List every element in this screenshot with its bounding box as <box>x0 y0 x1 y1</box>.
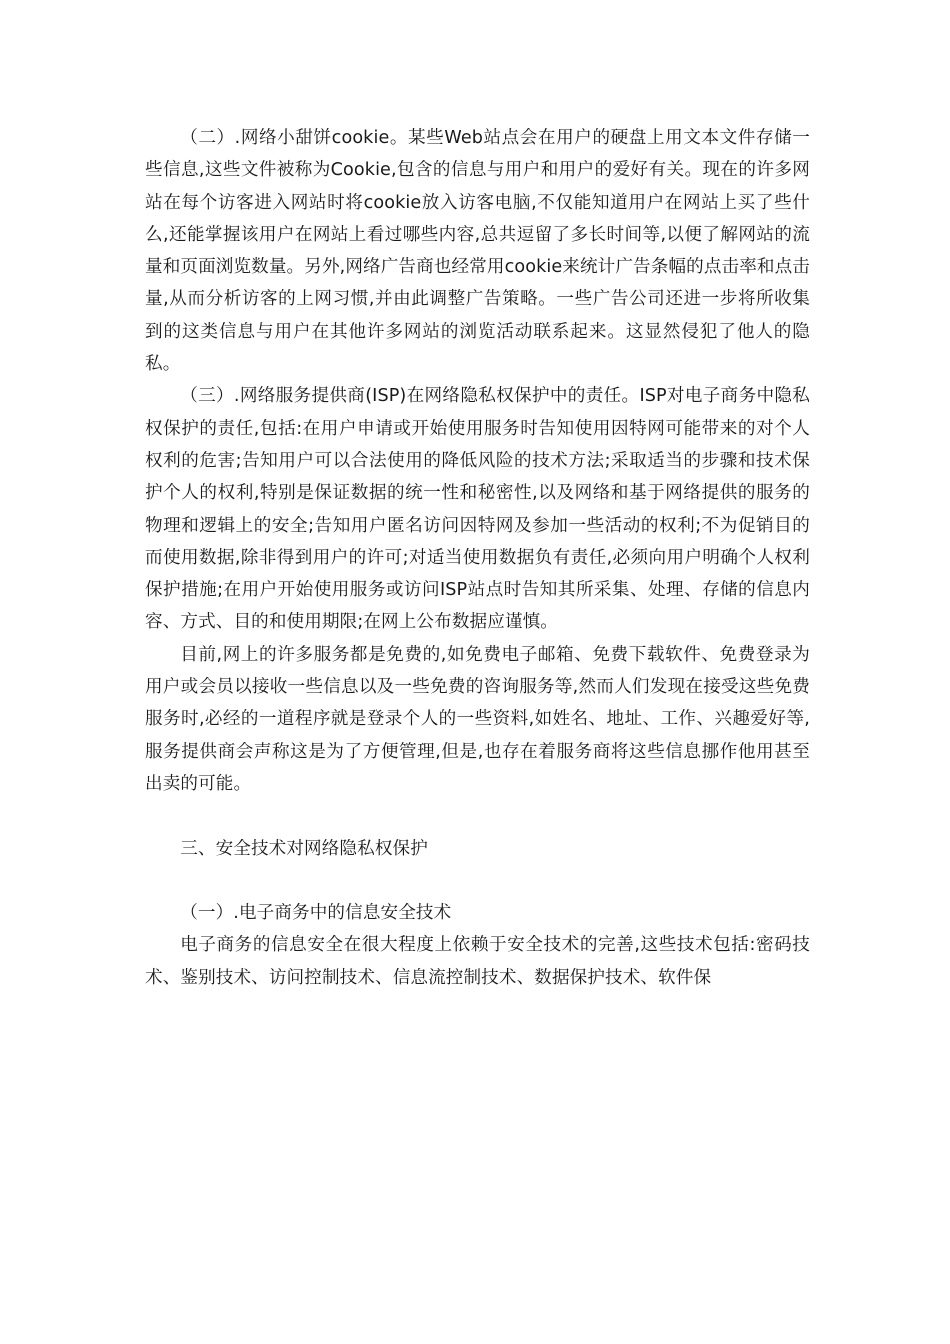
paragraph-free-services: 目前,网上的许多服务都是免费的,如免费电子邮箱、免费下载软件、免费登录为用户或会员以接收一些信息以及一些免费的咨询服务等,然而人们发现在接受这些免费服务时,必经的一道程序就是登录个人的一些资料,如姓名、地址、工作、兴趣爱好等,服务提供商会声称这是为了方便管理,但是,也存在着服务商将这些信息挪作他用甚至出卖的可能。 <box>145 644 810 794</box>
section-heading: 三、安全技术对网络隐私权保护 <box>180 838 428 859</box>
paragraph-cookie: （二）.网络小甜饼cookie。某些Web站点会在用户的硬盘上用文本文件存储一些信息,这些文件被称为Cookie,包含的信息与用户和用户的爱好有关。现在的许多网站在每个访客进入网站时将cookie放入访客电脑,不仅能知道用户在网站上买了些什么,还能掌握该用户在网站上看过哪些内容,总共逗留了多长时间等,以便了解网站的流量和页面浏览数量。另外,网络广告商也经常用cookie来统计广告条幅的点击率和点击量,从而分析访客的上网习惯,并由此调整广告策略。一些广告公司还进一步将所收集到的这类信息与用户在其他许多网站的浏览活动联系起来。这显然侵犯了他人的隐私。 <box>145 128 810 375</box>
document-body <box>145 122 810 994</box>
blank-line <box>145 800 810 832</box>
paragraph-security-tech: 电子商务的信息安全在很大程度上依赖于安全技术的完善,这些技术包括:密码技术、鉴别技术、访问控制技术、信息流控制技术、数据保护技术、软件保 <box>145 935 810 988</box>
paragraph-isp-responsibility: （三）.网络服务提供商(ISP)在网络隐私权保护中的责任。ISP对电子商务中隐私权保护的责任,包括:在用户申请或开始使用服务时告知使用因特网可能带来的对个人权利的危害;告知用户可以合法使用的降低风险的技术方法;采取适当的步骤和技术保护个人的权利,特别是保证数据的统一性和秘密性,以及网络和基于网络提供的服务的物理和逻辑上的安全;告知用户匿名访问因特网及参加一些活动的权利;不为促销目的而使用数据,除非得到用户的许可;对适当使用数据负有责任,必须向用户明确个人权利保护措施;在用户开始使用服务或访问ISP站点时告知其所采集、处理、存储的信息内容、方式、目的和使用期限;在网上公布数据应谨慎。 <box>145 386 810 633</box>
subsection-heading: （一）.电子商务中的信息安全技术 <box>180 903 452 924</box>
blank-line <box>145 865 810 897</box>
